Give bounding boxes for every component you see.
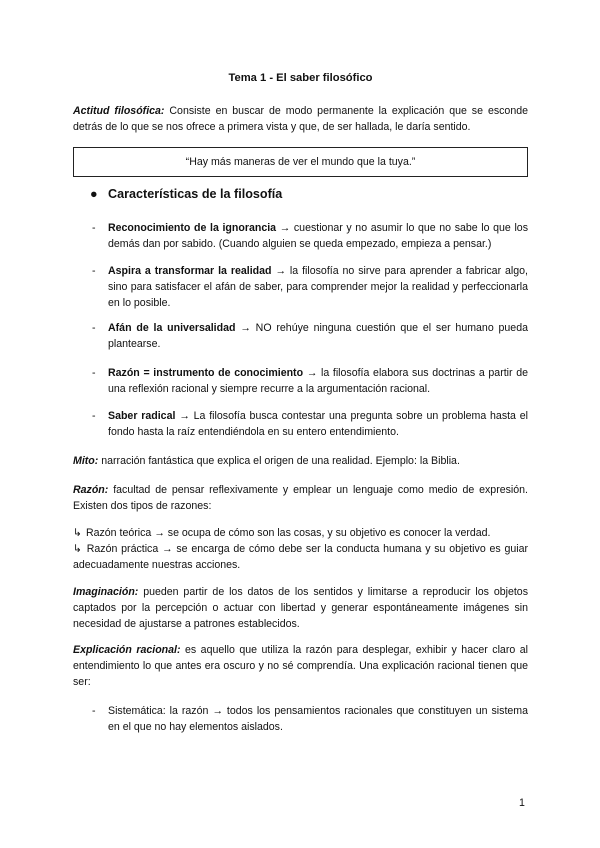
list-item-saber-radical [73,408,528,440]
item-text: → cuestionar y no asumir lo que no sabe lo que los demás dan por sabido. (Cuando alguien se queda empezado, empieza a pensar.) [108,222,528,250]
razon-practica [73,541,528,573]
item-term: Saber radical [108,410,176,422]
dash-marker: - [92,322,96,334]
actitud-paragraph [73,103,528,135]
imaginacion-label: Imaginación: [73,586,139,598]
explicacion-text: es aquello que utiliza la razón para desplegar, exhibir y hacer claro al entendimiento lo que antes era oscuro y no sé comprendía. Una explicación racional tienen que ser: [73,644,528,688]
item-term: Reconocimiento de la ignorancia [108,222,277,234]
actitud-text: Consiste en buscar de modo permanente la explicación que se esconde detrás de lo que se nos ofrece a primera vista y que, de ser hallada, le daría sentido. [73,105,528,133]
item-text: → La filosofía busca contestar una pregunta sobre un problema hasta el fondo hasta la raíz entendiéndola en su entero entendimiento. [108,410,529,438]
explicacion-paragraph [73,642,528,690]
item-term: Razón = instrumento de conocimiento [108,367,304,379]
razon-practica-text: Razón práctica → se encarga de cómo debe ser la conducta humana y su objetivo es guiar adecuadamente nuestras acciones. [73,543,528,571]
list-item-ignorancia [73,220,528,252]
dash-marker: - [92,265,96,277]
razon-teorica [73,525,528,541]
dash-marker: - [92,410,96,422]
item-text: → la filosofía no sirve para aprender a fabricar algo, sino para satisfacer el afán de saber, para comprender mejor la realidad y perfeccionarla en lo posible. [108,265,529,309]
imaginacion-paragraph [73,584,528,632]
dash-marker: - [92,367,96,379]
caracteristicas-heading [90,186,282,202]
razon-teorica-text: Razón teórica → se ocupa de cómo son las cosas, y su objetivo es conocer la verdad. [83,527,491,539]
bullet-icon: ● [90,187,98,201]
razon-text: facultad de pensar reflexivamente y emplear un lenguaje como medio de expresión. Existen dos tipos de razones: [73,484,528,512]
dash-marker: - [92,705,96,717]
return-arrow-icon: ↳ [73,543,82,555]
quote-box: “Hay más maneras de ver el mundo que la tuya.” [73,147,528,177]
item-text: → la filosofía elabora sus doctrinas a partir de una reflexión racional y siempre recurre a la argumentación racional. [108,367,528,395]
dash-marker: - [92,222,96,234]
item-text: → NO rehúye ninguna cuestión que el ser humano pueda plantearse. [108,322,528,350]
caracteristicas-heading-text: Características de la filosofía [108,187,283,201]
list-item-sistematica [73,703,528,735]
razon-label: Razón: [73,484,109,496]
actitud-label: Actitud filosófica: [73,105,165,117]
page-number: 1 [519,797,525,809]
item-term: Aspira a transformar la realidad [108,265,272,277]
return-arrow-icon: ↳ [73,527,82,539]
imaginacion-text: pueden partir de los datos de los sentidos y limitarse a reproducir los objetos captados por la percepción o actuar con libertad y generar espontáneamente imágenes sin necesidad de ajustarse a patrones establecidos. [73,586,528,630]
list-item-razon [73,365,528,397]
explicacion-label: Explicación racional: [73,644,181,656]
list-item-transformar [73,263,528,311]
document-title: Tema 1 - El saber filosófico [228,72,373,84]
mito-paragraph [73,453,528,469]
item-term: Afán de la universalidad [108,322,236,334]
mito-label: Mito: [73,455,99,467]
mito-text: narración fantástica que explica el origen de una realidad. Ejemplo: la Biblia. [98,455,460,467]
razon-paragraph [73,482,528,514]
list-item-universalidad [73,320,528,352]
item-text: Sistemática: la razón → todos los pensamientos racionales que constituyen un sistema en el que no hay elementos aislados. [108,705,528,733]
